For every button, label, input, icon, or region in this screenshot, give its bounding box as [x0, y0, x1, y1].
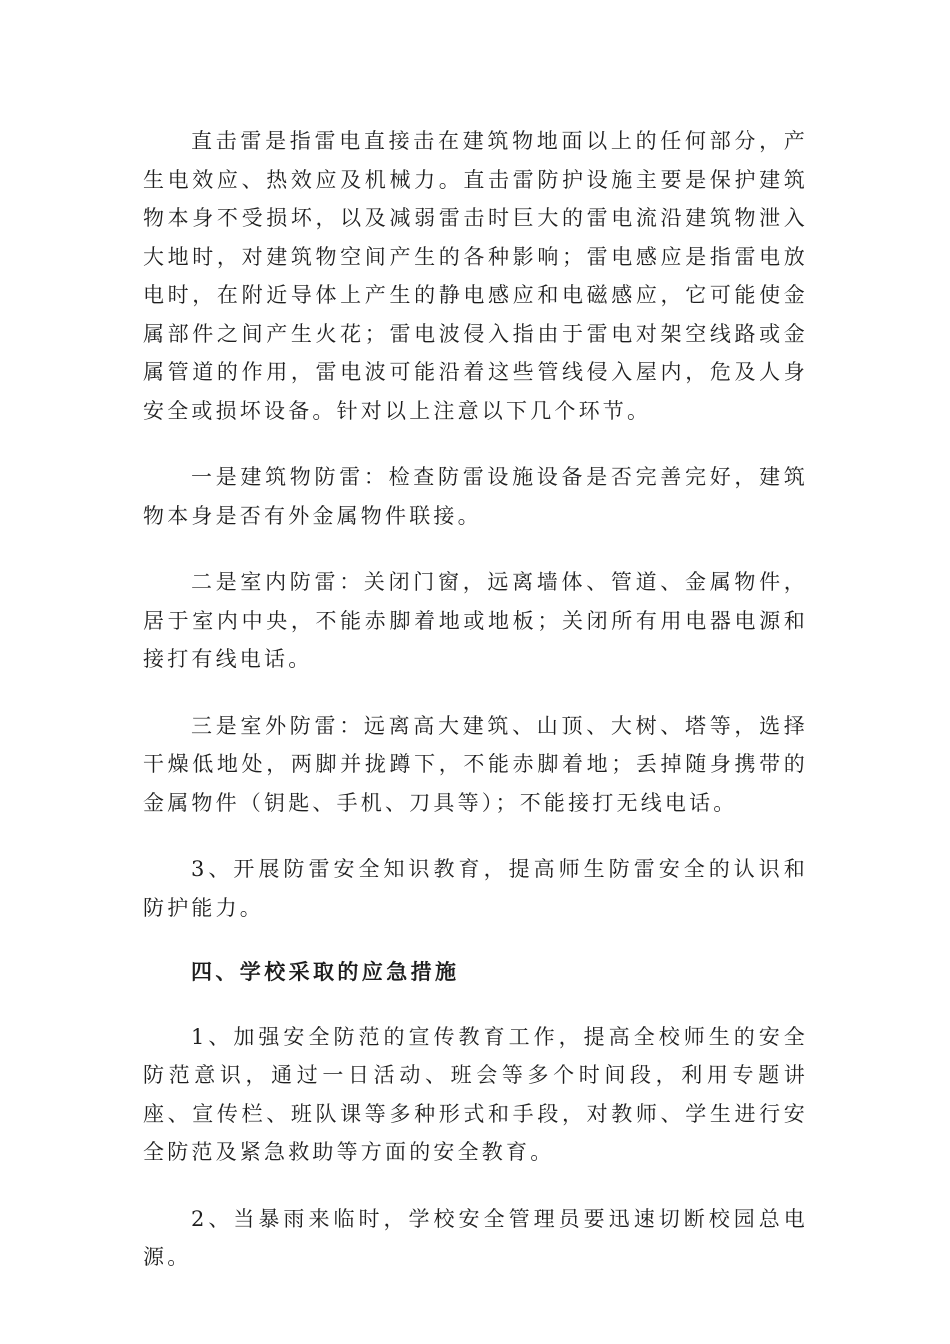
- paragraph-direct-lightning: 直击雷是指雷电直接击在建筑物地面以上的任何部分，产生电效应、热效应及机械力。直击雷防护设施主要是保护建筑物本身不受损坏，以及减弱雷击时巨大的雷电流沿建筑物泄入大地时，对建筑物空间产生的各种影响；雷电感应是指雷电放电时，在附近导体上产生的静电感应和电磁感应，它可能使金属部件之间产生火花；雷电波侵入指由于雷电对架空线路或金属管道的作用，雷电波可能沿着这些管线侵入屋内，危及人身安全或损坏设备。针对以上注意以下几个环节。: [143, 129, 808, 423]
- section-heading-emergency-measures: 四、学校采取的应急措施: [191, 959, 460, 984]
- paragraph-outdoor-protection: 三是室外防雷：远离高大建筑、山顶、大树、塔等，选择干燥低地处，两脚并拢蹲下，不能赤脚着地；丢掉随身携带的金属物件（钥匙、手机、刀具等）；不能接打无线电话。: [143, 713, 808, 815]
- paragraph-building-protection: 一是建筑物防雷：检查防雷设施设备是否完善完好，建筑物本身是否有外金属物件联接。: [143, 465, 808, 528]
- document-body: [143, 122, 808, 1277]
- paragraph-safety-education: 3、开展防雷安全知识教育，提高师生防雷安全的认识和防护能力。: [143, 857, 808, 920]
- paragraph-indoor-protection: 二是室内防雷：关闭门窗，远离墙体、管道、金属物件，居于室内中央，不能赤脚着地或地板；关闭所有用电器电源和接打有线电话。: [143, 570, 808, 671]
- paragraph-power-cutoff: 2、当暴雨来临时，学校安全管理员要迅速切断校园总电源。: [143, 1206, 808, 1269]
- paragraph-publicity-education: 1、加强安全防范的宣传教育工作，提高全校师生的安全防范意识，通过一日活动、班会等多个时间段，利用专题讲座、宣传栏、班队课等多种形式和手段，对教师、学生进行安全防范及紧急救助等方面的安全教育。: [143, 1024, 808, 1164]
